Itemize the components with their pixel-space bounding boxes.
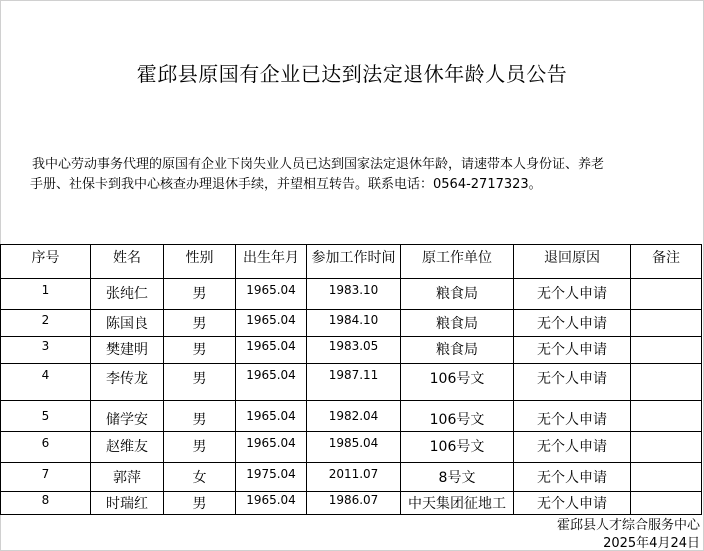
cell-gender: 男 [164,310,236,337]
cell-gender: 男 [164,492,236,515]
cell-gender: 女 [164,463,236,492]
header-birth: 出生年月 [236,245,307,279]
cell-birth: 1975.04 [236,463,307,492]
header-unit: 原工作单位 [401,245,514,279]
header-reason: 退回原因 [514,245,631,279]
cell-name: 樊建明 [91,337,164,364]
cell-birth: 1965.04 [236,310,307,337]
cell-reason: 无个人申请 [514,463,631,492]
cell-birth: 1965.04 [236,337,307,364]
cell-name: 赵维友 [91,432,164,463]
cell-gender: 男 [164,432,236,463]
cell-reason: 无个人申请 [514,492,631,515]
cell-seq: 8 [1,492,91,515]
cell-reason: 无个人申请 [514,310,631,337]
cell-work-start: 1986.07 [307,492,401,515]
footer-date: 2025年4月24日 [603,536,700,551]
cell-seq: 3 [1,337,91,364]
cell-seq: 4 [1,364,91,401]
table-row [1,432,702,463]
cell-seq: 5 [1,401,91,432]
cell-gender: 男 [164,337,236,364]
cell-reason: 无个人申请 [514,364,631,401]
cell-name: 储学安 [91,401,164,432]
table-row [1,401,702,432]
cell-reason: 无个人申请 [514,432,631,463]
cell-seq: 1 [1,279,91,310]
cell-name: 李传龙 [91,364,164,401]
cell-reason: 无个人申请 [514,337,631,364]
cell-name: 时瑞红 [91,492,164,515]
cell-seq: 7 [1,463,91,492]
cell-unit: 粮食局 [401,310,514,337]
cell-name: 陈国良 [91,310,164,337]
cell-remark [631,463,702,492]
table-row [1,364,702,401]
cell-work-start: 1984.10 [307,310,401,337]
cell-remark [631,492,702,515]
cell-work-start: 1983.05 [307,337,401,364]
table-row [1,463,702,492]
header-gender: 性别 [164,245,236,279]
cell-work-start: 2011.07 [307,463,401,492]
cell-unit: 106号文 [401,364,514,401]
table-row [1,337,702,364]
header-remark: 备注 [631,245,702,279]
notice-paragraph [30,155,694,195]
cell-remark [631,310,702,337]
cell-remark [631,401,702,432]
cell-birth: 1965.04 [236,279,307,310]
cell-seq: 2 [1,310,91,337]
cell-birth: 1965.04 [236,492,307,515]
cell-gender: 男 [164,364,236,401]
table-row [1,310,702,337]
cell-birth: 1965.04 [236,432,307,463]
cell-seq: 6 [1,432,91,463]
table-row [1,279,702,310]
cell-gender: 男 [164,279,236,310]
cell-remark [631,279,702,310]
cell-reason: 无个人申请 [514,279,631,310]
cell-name: 郭萍 [91,463,164,492]
cell-name: 张纯仁 [91,279,164,310]
header-work-start: 参加工作时间 [307,245,401,279]
cell-unit: 106号文 [401,432,514,463]
cell-unit: 粮食局 [401,337,514,364]
header-name: 姓名 [91,245,164,279]
cell-remark [631,432,702,463]
cell-remark [631,364,702,401]
retirement-table [0,244,702,515]
cell-birth: 1965.04 [236,364,307,401]
cell-unit: 106号文 [401,401,514,432]
cell-work-start: 1983.10 [307,279,401,310]
cell-work-start: 1985.04 [307,432,401,463]
cell-reason: 无个人申请 [514,401,631,432]
cell-unit: 8号文 [401,463,514,492]
notice-line-1: 我中心劳动事务代理的原国有企业下岗失业人员已达到国家法定退休年龄，请速带本人身份证、养老 [32,157,605,172]
table-header-row [1,245,702,279]
cell-unit: 中天集团征地工 [401,492,514,515]
cell-work-start: 1987.11 [307,364,401,401]
cell-birth: 1965.04 [236,401,307,432]
cell-gender: 男 [164,401,236,432]
notice-line-2: 手册、社保卡到我中心核查办理退休手续，并望相互转告。联系电话：0564-2717323。 [30,177,542,192]
cell-work-start: 1982.04 [307,401,401,432]
header-seq: 序号 [1,245,91,279]
cell-unit: 粮食局 [401,279,514,310]
table-row [1,492,702,515]
document-title: 霍邱县原国有企业已达到法定退休年龄人员公告 [136,62,568,86]
footer-organization: 霍邱县人才综合服务中心 [556,518,700,533]
cell-remark [631,337,702,364]
